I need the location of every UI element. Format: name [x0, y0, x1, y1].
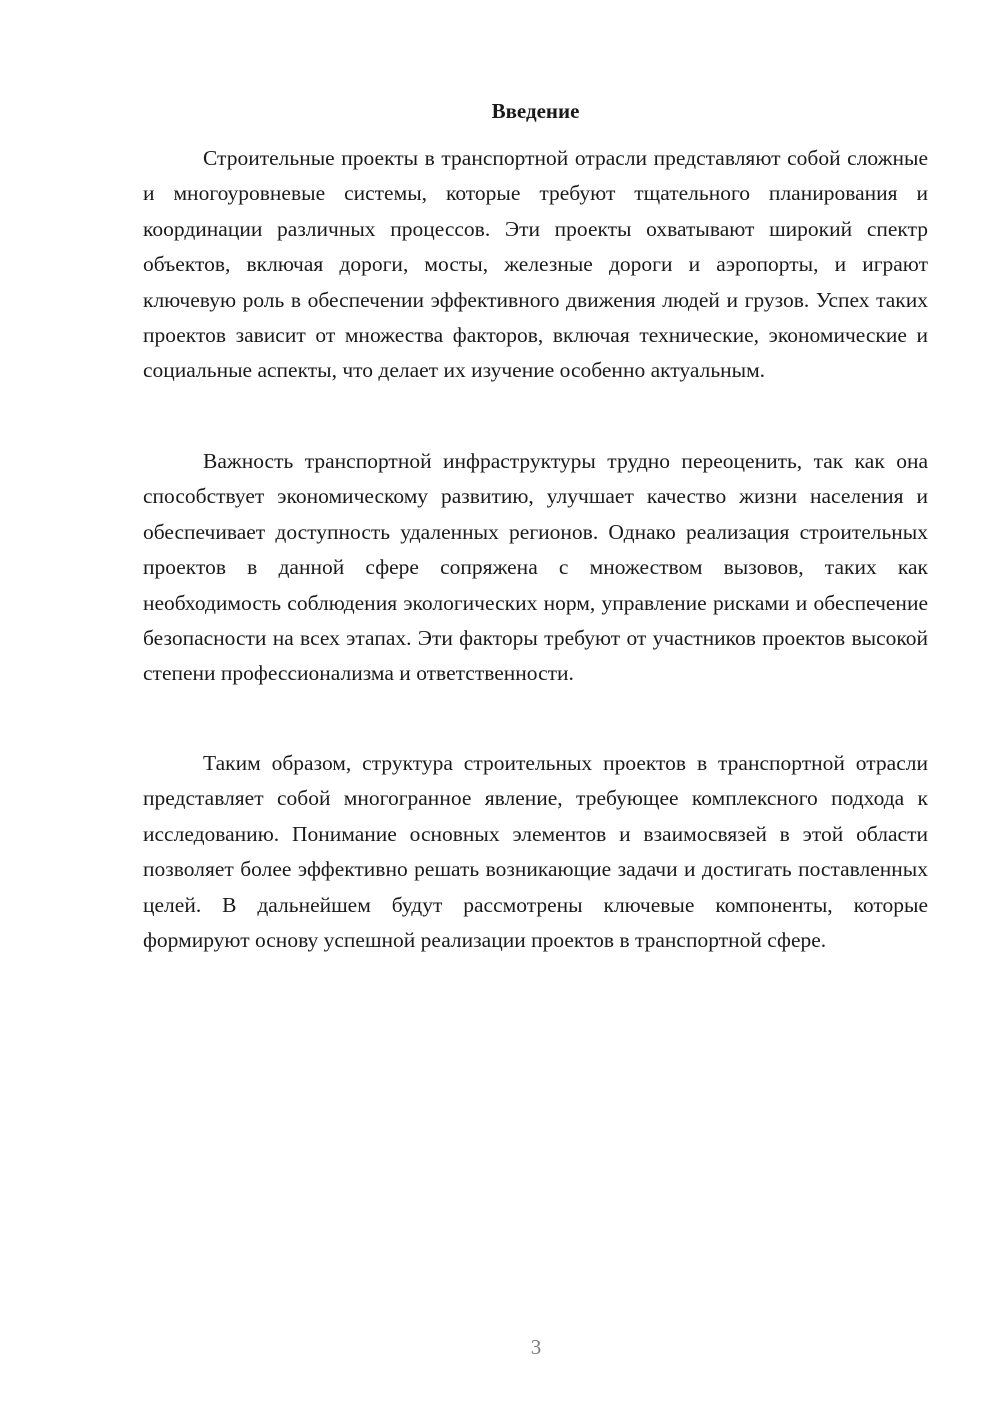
- page-number: 3: [530, 1335, 542, 1359]
- paragraph-3: Таким образом, структура строительных проектов в транспортной отрасли представляет собой многогранное явление, требующее комплексного подхода к исследованию. Понимание основных элементов и взаимосвязей в этой области позволяет более эффективно решать возникающие задачи и достигать поставленных целей. В дальнейшем будут рассмотрены ключевые компоненты, которые формируют основу успешной реализации проектов в транспортной сфере.: [143, 751, 928, 953]
- paragraph-2: Важность транспортной инфраструктуры трудно переоценить, так как она способствует экономическому развитию, улучшает качество жизни населения и обеспечивает доступность удаленных регионов. Однако реализация строительных проектов в данной сфере сопряжена с множеством вызовов, таких как необходимость соблюдения экологических норм, управление рисками и обеспечение безопасности на всех этапах. Эти факторы требуют от участников проектов высокой степени профессионализма и ответственности.: [143, 449, 928, 686]
- paragraph-1: Строительные проекты в транспортной отрасли представляют собой сложные и многоуровневые системы, которые требуют тщательного планирования и координации различных процессов. Эти проекты охватывают широкий спектр объектов, включая дороги, мосты, железные дороги и аэропорты, и играют ключевую роль в обеспечении эффективного движения людей и грузов. Успех таких проектов зависит от множества факторов, включая технические, экономические и социальные аспекты, что делает их изучение особенно актуальным.: [143, 146, 928, 383]
- section-title: Введение: [491, 99, 580, 123]
